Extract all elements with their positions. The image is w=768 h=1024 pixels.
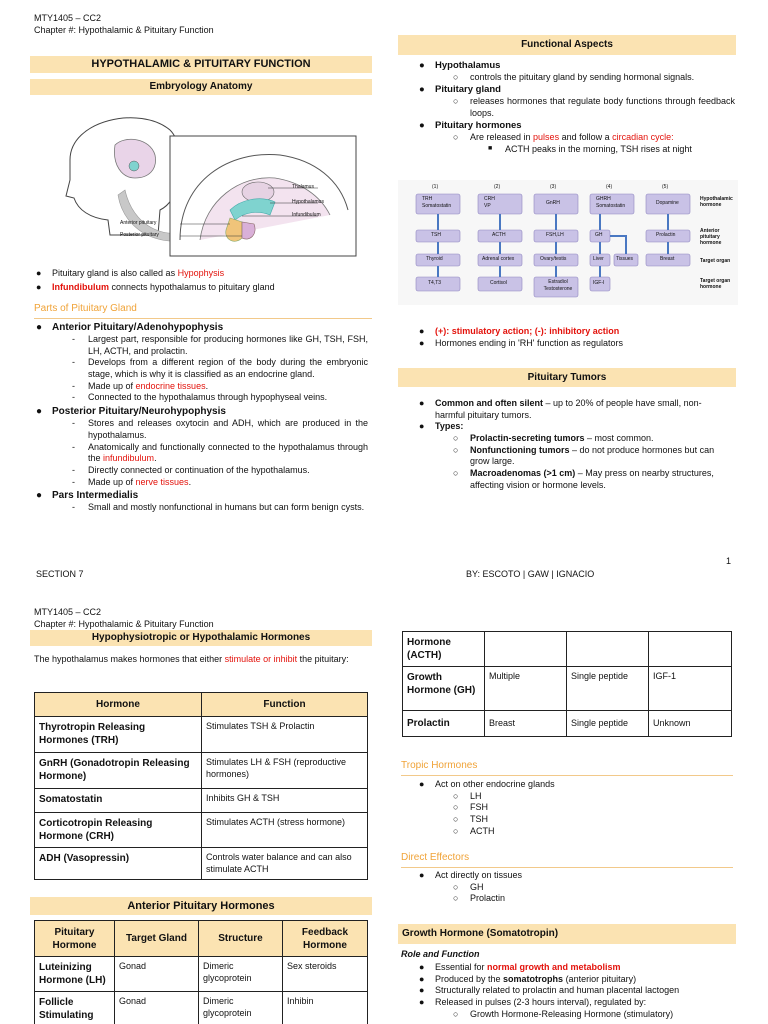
intermedia-items: - Small and mostly nonfunctional in humans but can form benign cysts. [72, 502, 365, 513]
anterior-heading: Anterior Pituitary Hormones [30, 897, 372, 915]
tumors-heading: Pituitary Tumors [398, 368, 736, 387]
bullet-icon: ● [36, 322, 43, 333]
diagram-col-5: (5) [662, 184, 669, 190]
tropic-list: ● Act on other endocrine glands ○ LH ○ FSH ○ TSH ○ ACTH [419, 779, 555, 836]
bullet-icon: ● [36, 490, 43, 502]
label-posterior-pituitary: Posterior pituitary [120, 232, 159, 238]
diagram-col-2: (2) [494, 184, 501, 190]
functional-pituitary-hormones: Pituitary hormones [435, 119, 522, 131]
functional-hypothalamus: Hypothalamus [435, 60, 501, 71]
label-thalamus: Thalamus [292, 184, 314, 190]
intermedia-title: ● Pars Intermedialis [36, 490, 139, 502]
parts-list [36, 321, 368, 514]
functional-heading: Functional Aspects [398, 35, 736, 55]
tropic-heading: Tropic Hormones [401, 759, 733, 776]
anterior-title: ● Anterior Pituitary/Adenohypophysis [36, 322, 224, 333]
label-anterior-pituitary: Anterior pituitary [120, 220, 157, 226]
intro-bullets [36, 268, 372, 293]
rh-note: Hormones ending in 'RH' function as regulators [435, 337, 624, 348]
hypophys-heading: Hypophysiotropic or Hypothalamic Hormones [30, 630, 372, 646]
intro-bullet-1: ● Pituitary gland is also called as Hypophysis [36, 268, 225, 278]
functional-list: ● Hypothalamus ○ controls the pituitary gland by sending hormonal signals. ● Pituitary gland ○ releases hormones that regulate body functions through feedback loops. ● Pituitary hormones ○ Are released in pulses and follow a circadian cycle: ■ ACTH peaks in the morning, TSH rises at night [419, 60, 735, 154]
hormone-axis-diagram: (1) (2) (3) (4) (5) TRH Somatostatin CRH VP GnRH GHRH Somatostatin Dopamine TSH ACTH FSH,LH GH Prolactin Thyroid Adrenal cortex Ovary/testis Liver Tissues Breast T4,T3 Cortisol Estradiol Testosterone IGF-I Hypothalamic hormone Anterior pituitary hormone Target organ Target organ hormone [398, 180, 738, 305]
pituitary-anatomy-figure [30, 100, 372, 260]
bullet-icon: ● [36, 268, 42, 278]
tumors-list: ● Common and often silent – up to 20% of people have small, non-harmful pituitary tumors. ● Types: ○ Prolactin-secreting tumors – most common. ○ Nonfunctioning tumors – do not produce hormones but can grow large. ○ Macroadenomas (>1 cm) – May press on nearby structures, affecting vision or hormone levels. [419, 398, 715, 490]
embryology-heading: Embryology Anatomy [30, 79, 372, 95]
page2-course: MTY1405 – CC2 [34, 607, 102, 617]
diagram-col-4: (4) [606, 184, 613, 190]
posterior-title: ● Posterior Pituitary/Neurohypophysis [36, 406, 226, 418]
direct-list: ● Act directly on tissues ○ GH ○ Prolactin [419, 870, 523, 904]
diagram-col-3: (3) [550, 184, 557, 190]
intro-bullet-2: ● Infundibulum connects hypothalamus to pituitary gland [36, 281, 275, 292]
gh-heading: Growth Hormone (Somatotropin) [398, 924, 736, 944]
page1-title: HYPOTHALAMIC & PITUITARY FUNCTION [30, 56, 372, 73]
posterior-items: - Stores and releases oxytocin and ADH, which are produced in the hypothalamus. - Anatomically and functionally connected to the hypothalamus through the infundibulum. - Directly connected or continuation of the hypothalamus. - Made up of nerve tissues. [72, 418, 368, 487]
hypothalamic-hormone-table: Hormone Function Thyrotropin Releasing Hormones (TRH) Stimulates TSH & Prolactin GnRH (Gonadotropin Releasing Hormone) Stimulates LH & FSH (reproductive hormones) Somatostatin Inhibits GH & TSH Corticotropin Releasing Hormone (CRH) Stimulates ACTH (stress hormone) ADH (Vasopressin) Controls water balance and can also stimulate ACTH [34, 692, 368, 880]
direct-heading: Direct Effectors [401, 851, 733, 868]
anterior-items: - Largest part, responsible for producing hormones like GH, TSH, FSH, LH, ACTH, and prolactin. - Develops from a different region of the body during the embryonic stage, which is why it is classified as an endocrine gland. - Made up of endocrine tissues. - Connected to the hypothalamus through hypophyseal veins. [72, 334, 368, 403]
page2-chapter: Chapter #: Hypothalamic & Pituitary Function [34, 619, 214, 629]
label-hypothalamus: Hypothalamus [292, 199, 324, 205]
page-number: 1 [726, 556, 732, 566]
legend-text: (+): stimulatory action; (-): inhibitory action [435, 326, 620, 336]
bullet-icon: ● [36, 281, 42, 292]
section-label: SECTION 7 [36, 569, 84, 579]
authors: BY: ESCOTO | GAW | IGNACIO [466, 569, 595, 579]
anterior-hormone-table: Pituitary Hormone Target Gland Structure Feedback Hormone Luteinizing Hormone (LH) Gonad Dimeric glycoprotein Sex steroids Follicle Stimulating Gonad Dimeric glycoprotein Inhibin [34, 920, 368, 1024]
hypo-intro: The hypothalamus makes hormones that either stimulate or inhibit the pituitary: [34, 654, 349, 664]
parts-heading: Parts of Pituitary Gland [34, 302, 372, 319]
diagram-notes: ● (+): stimulatory action; (-): inhibitory action ● Hormones ending in 'RH' function as regulators [419, 326, 624, 348]
page1-chapter: Chapter #: Hypothalamic & Pituitary Function [34, 25, 214, 35]
page1-course: MTY1405 – CC2 [34, 13, 102, 23]
functional-pituitary: Pituitary gland [435, 84, 501, 96]
gh-list: ● Essential for normal growth and metabolism ● Produced by the somatotrophs (anterior pituitary) ● Structurally related to prolactin and human placental lactogen ● Released in pulses (2-3 hours interval), regulated by: ○ Growth Hormone-Releasing Hormone (stimulatory) [419, 962, 680, 1019]
bullet-icon: ● [36, 406, 43, 418]
anterior-table-continued: Hormone (ACTH) Growth Hormone (GH) Multiple Single peptide IGF-1 Prolactin Breast Single peptide Unknown [402, 631, 732, 737]
role-heading: Role and Function [401, 949, 480, 959]
diagram-col-1: (1) [432, 184, 439, 190]
label-infundibulum: Infundibulum [292, 212, 321, 218]
